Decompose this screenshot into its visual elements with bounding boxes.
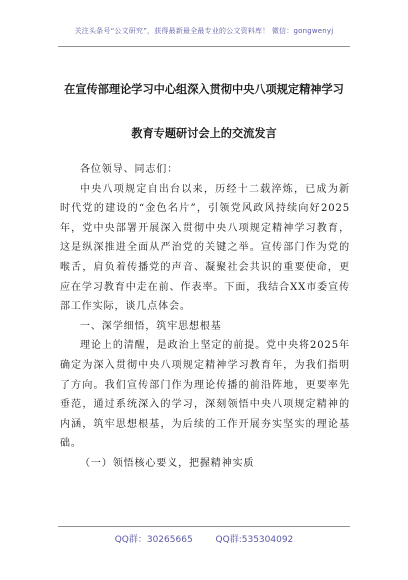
footer-qq-group-2: QQ群:535304092	[215, 535, 294, 545]
document-title-line-1: 在宣传部理论学习中心组深入贯彻中央八项规定精神学习	[64, 83, 344, 96]
section-heading-1: 一、深学细悟，筑牢思想根基	[80, 320, 222, 332]
page-header: 关注头条号“公文研究”，获得最新最全最专业的公文资料库！ 微信：gongwenyj	[74, 27, 334, 35]
page-footer	[0, 532, 408, 545]
paragraph-section-1: 理论上的清醒，是政治上坚定的前提。党中央将2025年确定为深入贯彻中央八项规定精神学习教育年，为我们指明了方向。我们宣传部门作为理论传播的前沿阵地，更要率先垂范，通过系统深入的学习，深刻领悟中央八项规定精神的内涵，筑牢思想根基，为后续的工作开展夯实坚实的理论基础。	[60, 340, 350, 450]
document-body	[60, 160, 350, 474]
greeting: 各位领导、同志们：	[80, 164, 179, 175]
document-title-line-2: 教育专题研讨会上的交流发言	[131, 127, 277, 140]
paragraph-intro: 中央八项规定自出台以来，历经十二载淬炼，已成为新时代党的建设的“金色名片”，引领党风政风持续向好2025年，党中央部署开展深入贯彻中央八项规定精神学习教育，这是纵深推进全面从严治党的关键之举。宣传部门作为党的喉舌，肩负着传播党的声音、凝聚社会共识的重要使命，更应在学习教育中走在前、作表率。下面，我结合XX市委宣传部工作实际，谈几点体会。	[60, 183, 350, 313]
header-divider	[58, 46, 350, 47]
footer-divider	[58, 526, 350, 527]
subsection-heading-1: （一）领悟核心要义，把握精神实质	[80, 457, 255, 469]
footer-qq-group-1: QQ群：30265665	[114, 535, 193, 545]
